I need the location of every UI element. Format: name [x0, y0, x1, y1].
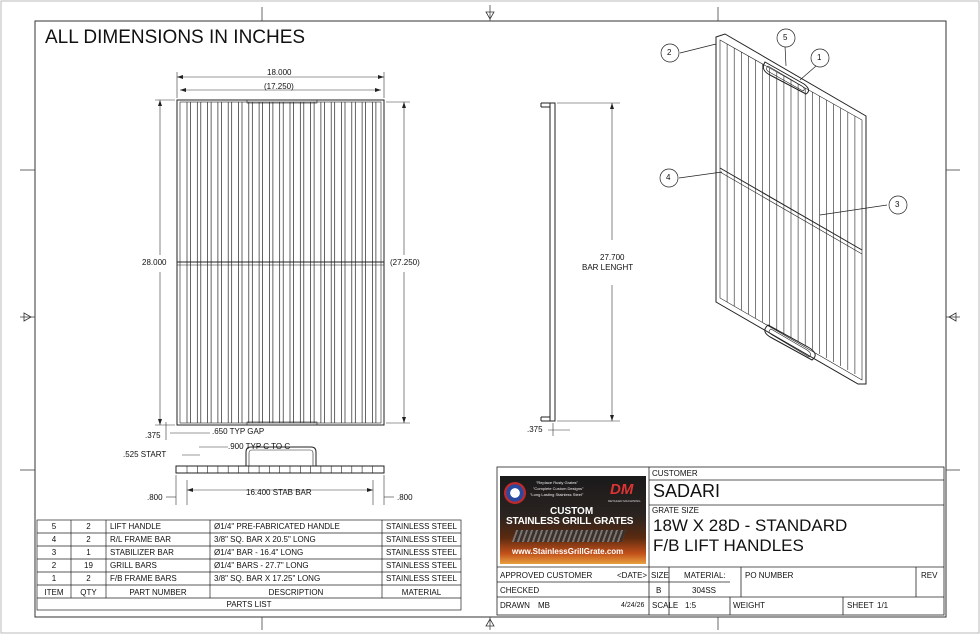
front-dimension-lines [155, 72, 410, 440]
logo-url: www.StainlessGrillGrate.com [512, 547, 624, 556]
logo-brand-small: DETAILED MACHINING [608, 499, 641, 503]
dim-frame-offset: .375 [145, 431, 161, 440]
item-cell: 5 [51, 522, 57, 531]
qty-cell: 2 [86, 522, 91, 531]
qty-cell: 19 [84, 561, 93, 570]
parts-list-caption: PARTS LIST [226, 600, 272, 609]
part-cell: LIFT HANDLE [110, 522, 161, 531]
sheet-label: SHEET [847, 601, 874, 610]
material-value: 304SS [692, 586, 717, 595]
drawn-date: 4/24/26 [621, 602, 645, 609]
item-cell: 3 [51, 548, 57, 557]
dim-start: .525 START [123, 450, 167, 459]
balloon-label-4: 4 [666, 173, 671, 182]
profile-bars [187, 466, 372, 473]
dim-width-outer: 18.000 [267, 68, 292, 77]
part-cell: F/B FRAME BARS [110, 574, 177, 583]
isometric-bars [727, 44, 855, 374]
header-part-number: PART NUMBER [129, 588, 187, 597]
logo-tagline-1: "Replace Rusty Grates" [536, 480, 578, 485]
company-logo [500, 476, 646, 564]
part-cell: R/L FRAME BAR [110, 535, 172, 544]
customer-name: SADARI [653, 481, 721, 501]
qty-cell: 2 [86, 574, 91, 583]
balloon-label-3: 3 [895, 200, 900, 209]
grate-size-label: GRATE SIZE [652, 506, 699, 515]
material-cell: STAINLESS STEEL [386, 535, 457, 544]
checked-label: CHECKED [500, 586, 540, 595]
dim-bar-length: 27.700 [600, 253, 625, 262]
grate-size-line-1: 18W X 28D - STANDARD [653, 516, 848, 535]
logo-tagline-3: "Long Lasting Stainless Steel" [530, 492, 584, 497]
weight-label: WEIGHT [733, 601, 765, 610]
balloon-leaders [660, 29, 907, 215]
dim-gap: .650 TYP GAP [212, 427, 265, 436]
item-cell: 2 [51, 561, 57, 570]
desc-cell: Ø1/4" BARS - 27.7" LONG [214, 561, 309, 570]
front-dimension-arrows [158, 75, 406, 425]
material-cell: STAINLESS STEEL [386, 561, 457, 570]
dim-edge-right: .800 [397, 493, 413, 502]
approved-label: APPROVED CUSTOMER [500, 571, 593, 580]
part-cell: STABILIZER BAR [110, 548, 174, 557]
header-item: ITEM [44, 588, 64, 597]
material-label: MATERIAL: [684, 571, 726, 580]
desc-cell: Ø1/4" PRE-FABRICATED HANDLE [214, 522, 340, 531]
logo-tagline-2: "Complete Custom Designs" [533, 486, 584, 491]
customer-label: CUSTOMER [652, 469, 698, 478]
header-material: MATERIAL [401, 588, 442, 597]
qty-cell: 2 [86, 535, 91, 544]
desc-cell: 3/8" SQ. BAR X 17.25" LONG [214, 574, 321, 583]
dim-bar-length-label: BAR LENGHT [582, 263, 634, 272]
scale-value: 1:5 [685, 601, 697, 610]
sheet-value: 1/1 [877, 601, 889, 610]
grate-photo-icon [512, 530, 626, 542]
po-number-label: PO NUMBER [745, 571, 794, 580]
logo-grill-grates: STAINLESS GRILL GRATES [506, 516, 634, 527]
balloon-label-1: 1 [817, 53, 822, 62]
dim-side-offset: .375 [527, 425, 543, 434]
item-cell: 4 [51, 535, 57, 544]
dim-height-outer: 28.000 [142, 258, 167, 267]
dim-height-inner: (27.250) [390, 258, 420, 267]
scale-label: SCALE [652, 601, 679, 610]
approved-date: <DATE> [617, 571, 648, 580]
grate-size-line-2: F/B LIFT HANDLES [653, 536, 804, 555]
dim-pitch: .900 TYP C TO C [228, 442, 291, 451]
logo-custom: CUSTOM [550, 506, 594, 517]
dim-stab-bar: 16.400 STAB BAR [246, 488, 312, 497]
item-cell: 1 [51, 574, 57, 583]
drawn-by: MB [538, 601, 550, 610]
qty-cell: 1 [86, 548, 91, 557]
drawn-label: DRAWN [500, 601, 530, 610]
part-cell: GRILL BARS [110, 561, 157, 570]
desc-cell: 3/8" SQ. BAR X 20.5" LONG [214, 535, 316, 544]
balloon-label-5: 5 [783, 33, 788, 42]
material-cell: STAINLESS STEEL [386, 574, 457, 583]
side-view [541, 103, 555, 421]
balloon-label-2: 2 [667, 48, 672, 57]
material-cell: STAINLESS STEEL [386, 522, 457, 531]
header-description: DESCRIPTION [268, 588, 324, 597]
desc-cell: Ø1/4" BAR - 16.4" LONG [214, 548, 304, 557]
dim-edge-left: .800 [147, 493, 163, 502]
size-label: SIZE [651, 571, 669, 580]
front-view [177, 100, 384, 425]
rev-label: REV [921, 571, 938, 580]
page-title: ALL DIMENSIONS IN INCHES [45, 27, 306, 48]
dim-width-inner: (17.250) [264, 82, 294, 91]
header-qty: QTY [80, 588, 97, 597]
size-value: B [656, 586, 662, 595]
usa-flag-icon [504, 482, 526, 504]
material-cell: STAINLESS STEEL [386, 548, 457, 557]
dm-logo-icon: DM [610, 481, 634, 498]
